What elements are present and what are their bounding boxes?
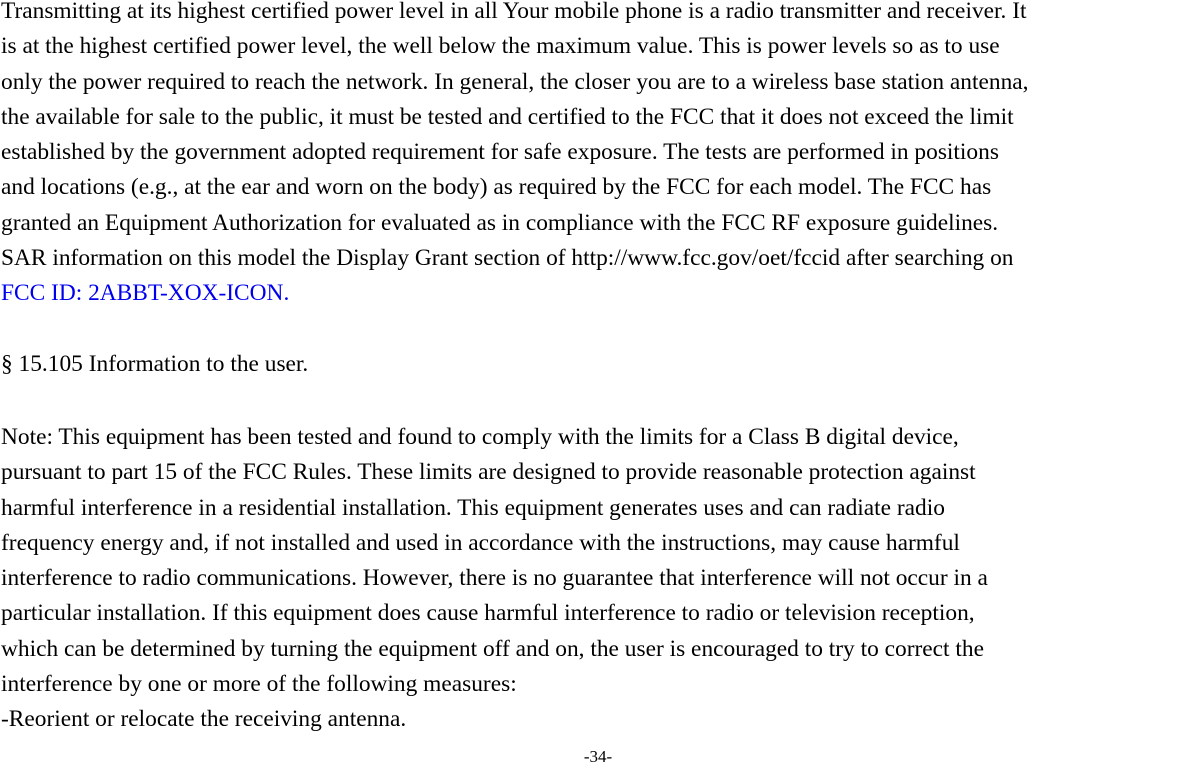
section-heading-block [1,347,308,382]
text-line: granted an Equipment Authorization for evaluated as in compliance with the FCC RF exposure guidelines. [1,209,999,236]
text-line: frequency energy and, if not installed and used in accordance with the instructions, may cause harmful [1,529,960,556]
text-line: particular installation. If this equipment does cause harmful interference to radio or television reception, [1,600,975,627]
text-line: SAR information on this model the Display Grant section of http://www.fcc.gov/oet/fccid after searching on [1,245,1014,272]
text-line: interference by one or more of the following measures: [1,671,517,698]
text-line: established by the government adopted requirement for safe exposure. The tests are performed in positions [1,139,999,166]
text-line: only the power required to reach the network. In general, the closer you are to a wireless base station antenna, [1,68,1029,95]
text-line: Transmitting at its highest certified power level in all Your mobile phone is a radio transmitter and receiver. It [1,0,1027,24]
text-line: and locations (e.g., at the ear and worn on the body) as required by the FCC for each model. The FCC has [1,174,992,201]
text-line: interference to radio communications. However, there is no guarantee that interference will not occur in a [1,565,988,592]
text-line: harmful interference in a residential installation. This equipment generates uses and can radiate radio [1,494,945,521]
sar-paragraph [1,0,1029,312]
measure-item: -Reorient or relocate the receiving antenna. [1,706,407,733]
page-number: -34- [583,747,613,766]
text-line: Note: This equipment has been tested and found to comply with the limits for a Class B digital device, [1,424,959,450]
text-line: is at the highest certified power level, the well below the maximum value. This is power levels so as to use [1,33,1000,60]
text-line: pursuant to part 15 of the FCC Rules. These limits are designed to provide reasonable protection against [1,459,976,486]
fcc-id-link[interactable]: FCC ID: 2ABBT-XOX-ICON. [1,280,290,307]
fcc-note-paragraph [1,420,988,738]
section-heading: § 15.105 Information to the user. [1,351,309,377]
text-line: which can be determined by turning the equipment off and on, the user is encouraged to try to correct the [1,635,984,662]
text-line: the available for sale to the public, it must be tested and certified to the FCC that it does not exceed the limit [1,103,1014,130]
